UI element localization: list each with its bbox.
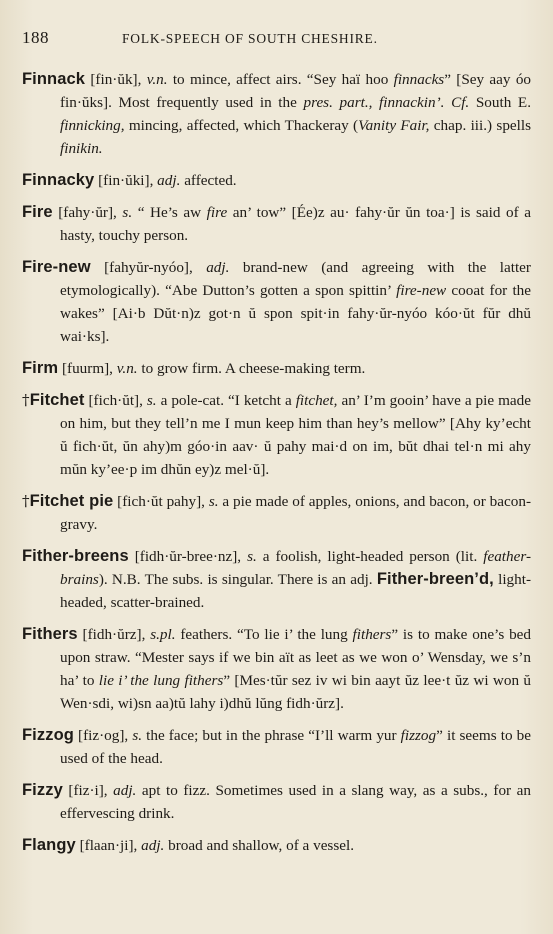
italic-text: feather-brains xyxy=(60,548,532,588)
grammar-label: s. xyxy=(132,727,143,744)
headword: Flangy xyxy=(22,836,76,854)
pronunciation: [flaan·ji], xyxy=(75,837,142,854)
grammar-label: adj. xyxy=(141,837,165,854)
dagger-mark: † xyxy=(22,391,30,409)
italic-text: Vanity Fair, xyxy=(358,117,430,134)
definition-text: broad and shallow, of a vessel. xyxy=(164,837,355,854)
grammar-label: s.pl. xyxy=(150,626,176,643)
entry-fizzog xyxy=(22,724,531,770)
grammar-label: adj. xyxy=(113,782,137,799)
headword: Finnacky xyxy=(22,171,95,189)
entry-firm xyxy=(22,357,531,380)
italic-text: fizzog xyxy=(400,727,437,744)
definition-text: mincing, affected, which Thackeray ( xyxy=(124,117,359,134)
entry-finnacky xyxy=(22,169,531,192)
pronunciation: [fidh·ŭrz], xyxy=(77,626,151,643)
definition-text: ” it seems to be used of the head. xyxy=(60,727,531,767)
grammar-label: s. xyxy=(122,204,133,221)
pronunciation: [fich·ŭt pahy], xyxy=(113,493,209,510)
headword: Finnack xyxy=(22,70,86,88)
entry-fitchet xyxy=(22,389,531,481)
entry-flangy xyxy=(22,834,531,857)
italic-text: pres. part., finnackin’. xyxy=(303,94,445,111)
definition-text: light-headed, scatter-brained. xyxy=(60,571,531,611)
entry-fire xyxy=(22,201,531,247)
dagger-mark: † xyxy=(22,492,30,510)
italic-text: fire xyxy=(206,204,228,221)
definition-text: to mince, affect airs. “Sey haï hoo xyxy=(167,71,394,88)
italic-text: fithers xyxy=(352,626,392,643)
header-title: FOLK-SPEECH OF SOUTH CHESHIRE. xyxy=(122,31,378,46)
definition-text: ). N.B. The subs. is singular. There is an adj. xyxy=(98,571,377,588)
definition-text: ” [Mes·tŭr sez iv wi bin aayt ŭz lee·t ŭz wi won ŭ Wen·sdi, wi)sn aa)tŭ lahy i)dhŭ lŭng fidh·ŭrz]. xyxy=(60,672,532,712)
definition-text: feathers. “To lie i’ the lung xyxy=(175,626,353,643)
headword: Firm xyxy=(22,359,59,377)
headword: Fitchet pie xyxy=(29,492,114,510)
definition-text: the face; but in the phrase “I’ll warm yur xyxy=(142,727,401,744)
definition-text: South E. xyxy=(469,94,532,111)
pronunciation: [fich·ŭt], xyxy=(84,392,147,409)
pronunciation: [fahyŭr-nyóo], xyxy=(90,259,207,276)
page-number: 188 xyxy=(22,28,49,47)
entry-fithers xyxy=(22,623,531,715)
headword: Fizzog xyxy=(22,726,74,744)
definition-text: to grow firm. A cheese-making term. xyxy=(137,360,366,377)
headword: Fitchet xyxy=(29,391,85,409)
italic-text: finnacks xyxy=(393,71,445,88)
entry-fither-breens xyxy=(22,545,531,614)
grammar-label: adj. xyxy=(206,259,230,276)
definition-text: ” is to make one’s bed upon straw. “Mester says if we bin aït as leet as we won o’ Wensday, we s’n ha’ to xyxy=(60,626,532,689)
definition-text: affected. xyxy=(180,172,237,189)
pronunciation: [fiz·og], xyxy=(73,727,133,744)
grammar-label: v.n. xyxy=(146,71,168,88)
grammar-label: s. xyxy=(146,392,157,409)
headword: Fire-new xyxy=(22,258,91,276)
italic-text: finikin. xyxy=(60,140,103,157)
entry-fire-new xyxy=(22,256,531,348)
pronunciation: [fidh·ŭr-bree·nz], xyxy=(128,548,248,565)
headword: Fizzy xyxy=(22,781,63,799)
definition-text: an’ I’m gooin’ have a pie made on him, but they tell’n me I mun keep him than hey’s mellow” [Ahy ky’echt ŭ fich·ŭt, ŭn ahy)m góo·in aav· ŭ pahy mai·d on im, bŭt dhai tel·n mi ahy mŭn ky’ee·p im dhŭn ey)z mel·ŭ]. xyxy=(60,392,531,478)
pronunciation: [fin·ŭki], xyxy=(94,172,158,189)
pronunciation: [fahy·ŭr], xyxy=(52,204,123,221)
grammar-label: v.n. xyxy=(116,360,138,377)
italic-text: fitchet, xyxy=(295,392,338,409)
entry-fitchet-pie xyxy=(22,490,531,536)
definition-text: a pole-cat. “I ketcht a xyxy=(156,392,296,409)
entry-finnack xyxy=(22,68,531,160)
definition-text: cooat for the wakes” [Ai·b Dŭt·n)z got·n ŭ spon spit·in fahy·ŭr-nyóo kóo·ŭt fŭr dhŭ wai·ks]. xyxy=(60,282,532,345)
definition-text: brand-new (and agreeing with the latter etymologically). “Abe Dutton’s gotten a spon spittin’ xyxy=(60,259,531,299)
pronunciation: [fiz·i], xyxy=(62,782,114,799)
italic-text: fire-new xyxy=(396,282,447,299)
running-head xyxy=(22,28,531,54)
pronunciation: [fuurm], xyxy=(58,360,117,377)
definition-text: a pie made of apples, onions, and bacon, or bacon-gravy. xyxy=(60,493,532,533)
definition-text: apt to fizz. Sometimes used in a slang way, as a subs., for an effervescing drink. xyxy=(60,782,531,822)
definition-text: an’ tow” [Ée)z au· fahy·ŭr ŭn toa·] is said of a hasty, touchy person. xyxy=(60,204,531,244)
entry-fizzy xyxy=(22,779,531,825)
headword: Fither-breens xyxy=(22,547,129,565)
headword: Fire xyxy=(22,203,53,221)
grammar-label: adj. xyxy=(157,172,181,189)
italic-text: lie i’ the lung fithers xyxy=(98,672,224,689)
definition-text: a foolish, light-headed person (lit. xyxy=(256,548,484,565)
grammar-label: s. xyxy=(247,548,257,565)
sub-headword: Fither-breen’d, xyxy=(376,570,494,588)
headword: Fithers xyxy=(22,625,78,643)
italic-text: Cf. xyxy=(451,94,470,111)
definition-text: chap. iii.) spells xyxy=(429,117,532,134)
definition-text: ” [Sey aay óo fin·ŭks]. Most frequently used in the xyxy=(60,71,532,111)
definition-text: “ He’s aw xyxy=(132,204,207,221)
italic-text: finnicking, xyxy=(60,117,125,134)
pronunciation: [fin·ŭk], xyxy=(85,71,147,88)
grammar-label: s. xyxy=(208,493,219,510)
